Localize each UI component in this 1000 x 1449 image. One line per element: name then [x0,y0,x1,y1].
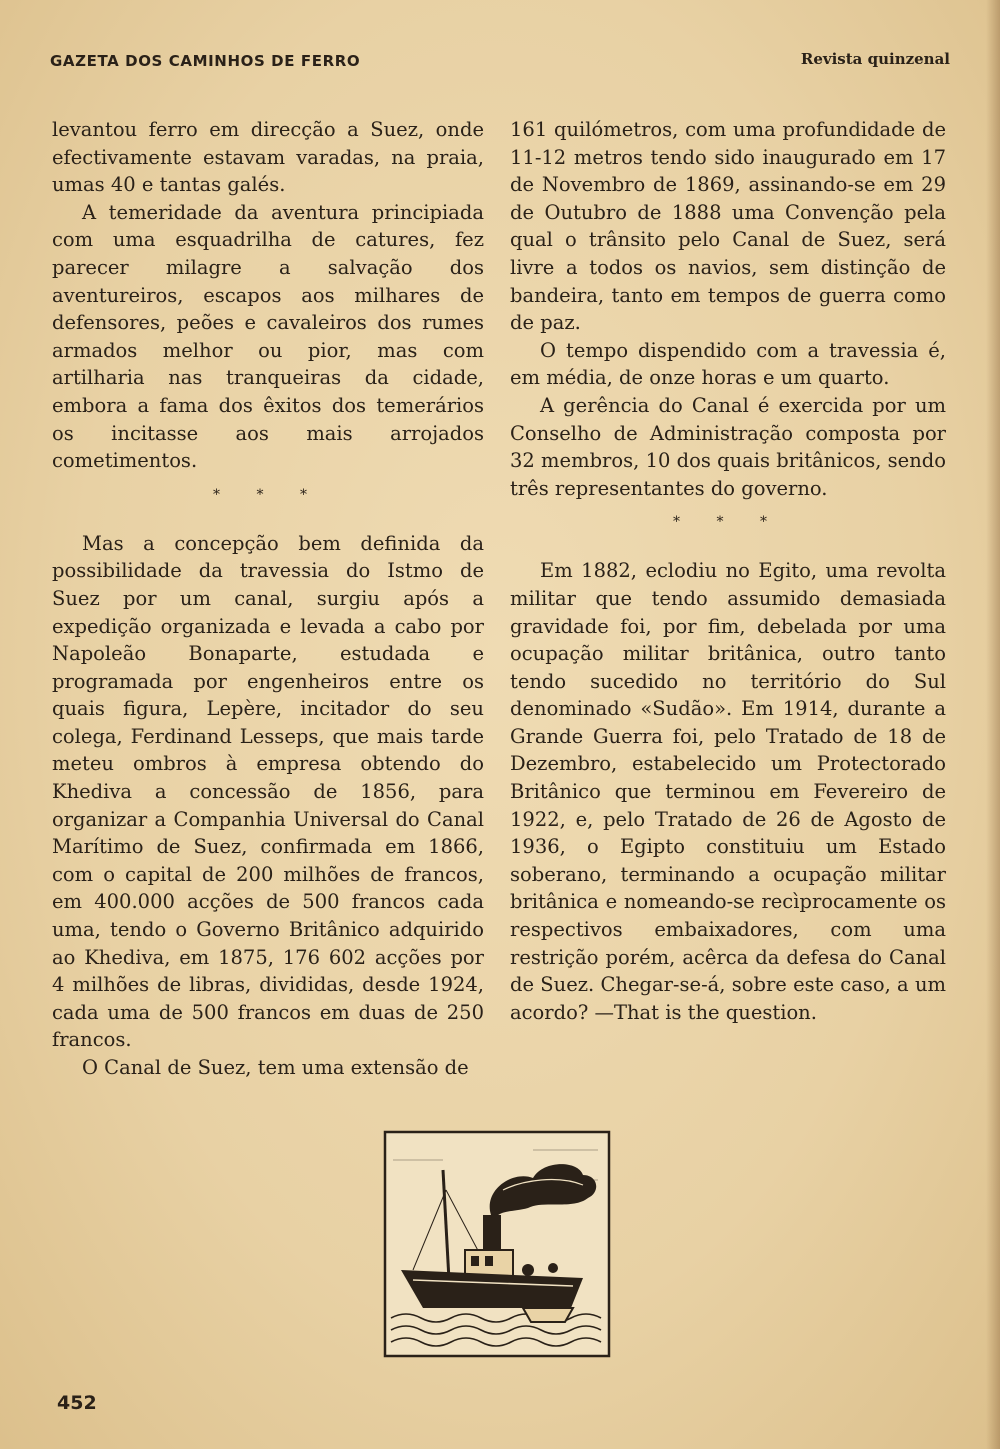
section-separator: * * * [213,486,323,503]
paragraph: levantou ferro em direcção a Suez, onde efectivamente estavam varadas, na praia, umas 40 e tantas galés. [52,118,484,197]
paragraph: A gerência do Canal é exercida por um Conselho de Administração composta por 32 membros, 10 dos quais britânicos, sendo três representantes do governo. [510,393,946,500]
paragraph: Em 1882, eclodiu no Egito, uma revolta militar que tendo assumido demasiada gravidade foi, por fim, debelada por uma ocupação militar britânica, outro tanto tendo sucedido no território do Sul denominado «Sudão». Em 1914, durante a Grande Guerra foi, pelo Tratado de 18 de Dezembro, estabelecido um Protectorado Britânico que terminou em Fevereiro de 1922, e, pelo Tratado de 26 de Agosto de 1936, o Egipto constituiu um Estado soberano, terminando a ocupação militar britânica e nomeando-se recìprocamente os respectivos embaixadores, com uma restrição porém, acêrca da defesa do Canal de Suez. Chegar-se-á, sobre este caso, a um acordo? —That is the question. [510,559,946,1024]
journal-subtitle: Revista quinzenal [800,50,950,68]
section-separator: * * * [673,514,783,531]
steamship-engraving-icon [383,1130,611,1358]
paragraph: A temeridade da aventura principiada com uma esquadrilha de catures, fez parecer milagre a salvação dos aventureiros, escapos aos milhares de defensores, peões e cavaleiros dos rumes armados melhor ou pior, mas com artilharia nas tranqueiras da cidade, embora a fama dos êxitos dos temerários os incitasse aos mais arrojados cometimentos. [52,200,484,473]
running-header [50,52,950,76]
paragraph: O Canal de Suez, tem uma extensão de [82,1056,469,1079]
left-column [52,116,484,1082]
paragraph: 161 quilómetros, com uma profundidade de 11-12 metros tendo sido inaugurado em 17 de Novembro de 1869, assinando-se em 29 de Outubro de 1888 uma Convenção pela qual o trânsito pelo Canal de Suez, será livre a todos os navios, sem distinção de bandeira, tanto em tempos de guerra como de paz. [510,118,946,335]
journal-title: GAZETA DOS CAMINHOS DE FERRO [50,52,361,70]
paragraph: Mas a concepção bem definida da possibilidade da travessia do Istmo de Suez por um canal, surgiu após a expedição organizada e levada a cabo por Napoleão Bonaparte, estudada e programada por engenheiros entre os quais figura, Lepère, incitador do seu colega, Ferdinand Lesseps, que mais tarde meteu ombros à empresa obtendo do Khediva a concessão de 1856, para organizar a Companhia Universal do Canal Marítimo de Suez, confirmada em 1866, com o capital de 200 milhões de francos, em 400.000 acções de 500 francos cada uma, tendo o Governo Britânico adquirido ao Khediva, em 1875, 176 602 acções por 4 milhões de libras, divididas, desde 1924, cada uma de 500 francos em duas de 250 francos. [52,531,484,1052]
right-column [510,116,946,1026]
page-spine-shadow [986,0,1000,1449]
page-number: 452 [57,1392,97,1414]
paragraph: O tempo dispendido com a travessia é, em média, de onze horas e um quarto. [510,338,946,390]
